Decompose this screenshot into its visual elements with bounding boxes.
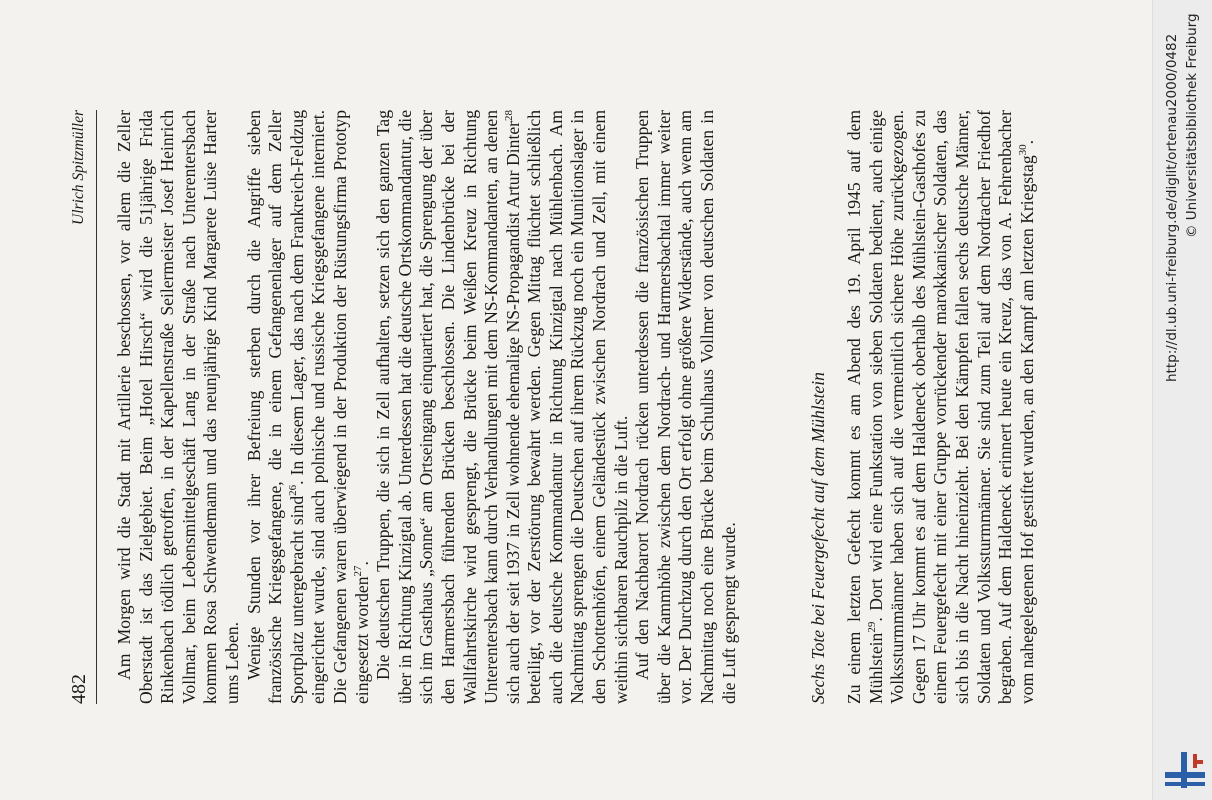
footnote-ref-28[interactable]: 28	[502, 110, 515, 121]
footnote-ref-29[interactable]: 29	[865, 621, 878, 633]
paragraph-5-text-a: Zu einem letzten Gefecht kommt es am Abend des 19. April 1945 auf dem Mühlstein	[844, 110, 886, 704]
paragraph-3	[373, 110, 632, 704]
body-text-upper	[114, 110, 740, 704]
footnote-ref-26[interactable]: 26	[286, 484, 299, 496]
header-rule	[96, 110, 97, 704]
paragraph-1: Am Morgen wird die Stadt mit Artillerie beschossen, vor allem die Zeller Oberstadt ist das Zielgebiet. Beim „Hotel Hirsch“ wird die 51jährige Frida Rinkenbach tödlich getroffen, in der Kapellenstraße Seilermeister Josef Heinrich Vollmar, beim Lebensmittelgeschäft Lang in der Straße nach Unterentersbach kommen Rosa Schwendemann und das neunjährige Kind Margarete Luise Harter ums Leben.	[114, 110, 242, 704]
paragraph-2-text-b: . In diesem Lager, das nach dem Frankreich-Feldzug eingerichtet wurde, sind auch polnische und russische Kriegsgefangene interniert. Die Gefangenen waren überwiegend in der Produktion der Rüstungsfirma Prototyp eingesetzt worden	[286, 110, 372, 704]
paragraph-3-text-b: beteiligt, vor der Zerstörung bewahrt werden. Gegen Mittag flüchtet schließlich auch die deutsche Kommandantur in Richtung Kinzigtal nach Mühlenbach. Am Nachmittag sprengen die Deutschen auf ihrem Rückzug noch ein Munitionslager in den Schottenhöfen, einem Geländestück zwischen Nordrach und Zell, mit einem weithin sichtbaren Rauchpilz in die Luft.	[524, 110, 631, 704]
section-heading: Sechs Tote bei Feuergefecht auf dem Mühlstein	[808, 372, 828, 704]
body-text-lower	[844, 110, 1038, 704]
paragraph-5-text-c: .	[1016, 139, 1037, 145]
paragraph-5-text-b: . Dort wird eine Funkstation von sieben Soldaten bedient, auch einige Volkssturmmänner haben sich auf die vermeintlich sichere Höhe zurückgezogen. Gegen 17 Uhr kommt es auf dem Haldeneck oberhalb des Mühlstein-Gasthofes zu einem Feuergefecht mit einer Gruppe vorrückender marokkanischer Soldaten, das sich bis in die Nacht hineinzieht. Bei den Kämpfen fallen sechs deutsche Männer, Soldaten und Volkssturmmänner. Sie sind zum Teil auf dem Nordracher Friedhof begraben. Auf dem Haldeneck erinnert heute ein Kreuz, das von A. Fehrenbacher vom nahegelegenen Hof gestiftet wurden, an den Kampf am letzten Kriegstag	[865, 110, 1037, 704]
paragraph-2-text-a: Wenige Stunden vor ihrer Befreiung sterben durch die Angriffe sieben französische Kriegsgefangene, die in einem Gefangenenlager auf dem Zeller Sportplatz untergebracht sind	[243, 110, 307, 704]
paragraph-3-text-a: Die deutschen Truppen, die sich in Zell aufhalten, setzen sich den ganzen Tag über in Richtung Kinzigtal ab. Unterdessen hat die deutsche Ortskommandantur, die sich im Gasthaus „Sonne“ am Ortseingang einquartiert hat, die Sprengung der über den Harmersbach führenden Brücken beschlossen. Die Lindenbrücke bei der Wallfahrtskirche wird gesprengt, die Brücke beim Weißen Kreuz in Richtung Unterentersbach kann durch Verhandlungen mit dem NS-Kommandanten, an denen sich auch der seit 1937 in Zell wohnende ehemalige NS-Propagandist Artur Dinter	[373, 110, 523, 704]
footnote-ref-27[interactable]: 27	[351, 565, 364, 577]
ub-freiburg-logo-icon[interactable]	[1163, 748, 1207, 792]
paragraph-2	[244, 110, 374, 704]
running-head-author: Ulrich Spitzmüller	[70, 110, 87, 225]
paragraph-5	[844, 110, 1038, 704]
footnote-ref-30[interactable]: 30	[1016, 144, 1029, 156]
page-number: 482	[68, 674, 90, 704]
copyright-notice: © Universitätsbibliothek Freiburg	[1184, 13, 1200, 238]
sidebar-text	[1152, 0, 1212, 800]
source-url-link[interactable]: http://dl.ub.uni-freiburg.de/diglit/ortenau2000/0482	[1164, 33, 1180, 382]
paragraph-4: Auf den Nachbarort Nordrach rücken unterdessen die französischen Truppen über die Kammhöhe zwischen dem Nordrach- und Harmersbachtal immer weiter vor. Der Durchzug durch den Ort erfolgt ohne größere Widerstände, auch wenn am Nachmittag noch eine Brücke beim Schulhaus Vollmer von deutschen Soldaten in die Luft gesprengt wurde.	[632, 110, 739, 704]
paragraph-2-text-c: .	[351, 561, 372, 566]
